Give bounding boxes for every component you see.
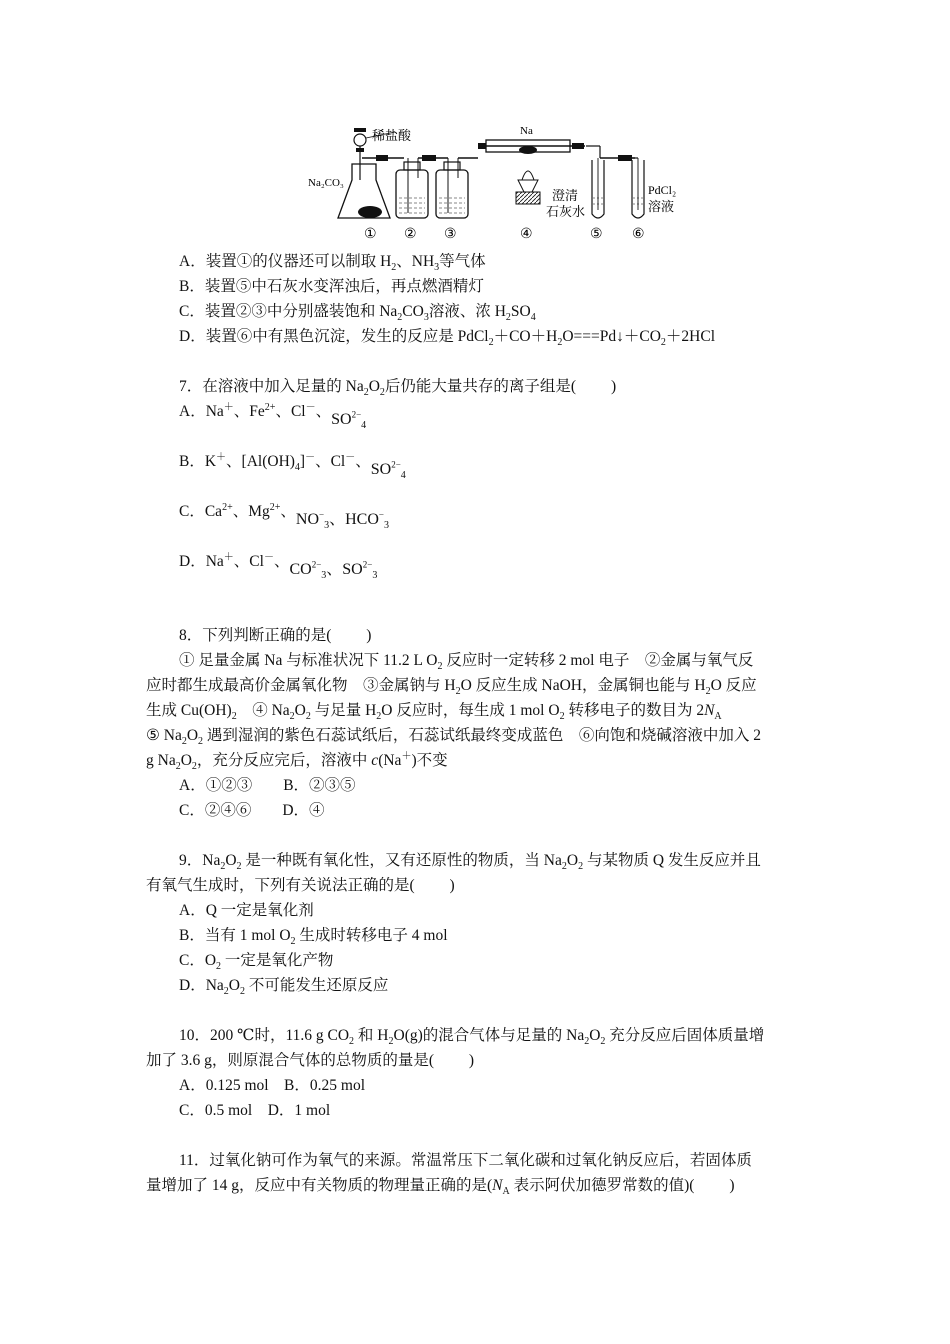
q8-stem: 8．下列判断正确的是( ) (179, 627, 372, 644)
q7-option-b: B．K＋、$[Al(OH)_4]^-$、Cl－、$SO^{2-}_4$ (179, 451, 406, 482)
q6-option-d: D．装置⑥中有黑色沉淀，发生的反应是 $PdCl_2+CO+H_2O===Pd↓+CO_2+2HCl$ (179, 328, 715, 349)
num-6: ⑥ (632, 227, 645, 242)
q6-option-a: A．装置①的仪器还可以制取 $H_2$、$NH_3$等气体 (179, 253, 486, 274)
q9-option-a: A．Q 一定是氧化剂 (179, 902, 314, 919)
q8-line-2: 应时都生成最高价金属氧化物 ③金属钠与 $H_2O$ 反应生成 NaOH，金属铜也能与 $H_2O$ 反应 (146, 677, 757, 698)
q8-options-cd: C．②④⑥ D．④ (179, 802, 325, 819)
num-1: ① (364, 227, 377, 242)
q9-option-d: D．$Na_2O_2$ 不可能发生还原反应 (179, 977, 389, 998)
bottle-2 (396, 158, 428, 218)
label-acid: 稀盐酸 (372, 128, 412, 143)
label-limewater-2: 石灰水 (546, 204, 586, 219)
num-5: ⑤ (590, 227, 603, 242)
num-4: ④ (520, 227, 533, 242)
q7-stem: 7．在溶液中加入足量的 $Na_2O_2$后仍能大量共存的离子组是( ) (179, 378, 617, 399)
q9-line-1: 9．$Na_2O_2$ 是一种既有氧化性，又有还原性的物质，当 $Na_2O_2$ 与某物质 Q 发生反应并且 (179, 852, 761, 873)
q8-line-3: 生成 $Cu(OH)_2$ ④ $Na_2O_2$ 与足量 $H_2O$ 反应时，每生成 1 mol $O_2$ 转移电子的数目为 $2N_A$ (146, 702, 722, 723)
q7-option-a: A．Na＋、$Fe^{2+}$、Cl－、$SO^{2-}_4$ (179, 401, 367, 432)
q8-line-4: ⑤ $Na_2O_2$ 遇到湿润的紫色石蕊试纸后，石蕊试纸最终变成蓝色 ⑥向饱和烧碱溶液中加入 2 (146, 727, 762, 748)
q6-option-b: B．装置⑤中石灰水变浑浊后，再点燃酒精灯 (179, 278, 484, 295)
q7-option-d: D．Na＋、Cl－、$CO^{2-}_3$、$SO^{2-}_3$ (179, 551, 378, 582)
test-tube-5 (586, 146, 604, 218)
q7-option-c: C．$Ca^{2+}$、$Mg^{2+}$、$NO^-_3$、$HCO^-_3$ (179, 501, 389, 532)
bottle-3 (436, 158, 468, 218)
q11-line-1: 11．过氧化钠可作为氧气的来源。常温常压下二氧化碳和过氧化钠反应后，若固体质 (179, 1152, 752, 1169)
q10-line-1: 10．200 ℃时，11.6 g $CO_2$ 和 $H_2O(g)$的混合气体与足量的 $Na_2O_2$ 充分反应后固体质量增 (179, 1027, 765, 1048)
test-tube-6 (632, 158, 644, 218)
label-pdcl2-2: 溶液 (648, 199, 675, 214)
q9-line-2: 有氧气生成时，下列有关说法正确的是( ) (146, 877, 455, 894)
label-na2co3: Na₂CO₃ (308, 177, 344, 189)
q9-option-c: C．$O_2$ 一定是氧化产物 (179, 952, 334, 973)
q8-line-1: ① 足量金属 Na 与标准状况下 11.2 L $O_2$ 反应时一定转移 2 mol 电子 ②金属与氧气反 (179, 652, 754, 673)
num-3: ③ (444, 227, 457, 242)
label-pdcl2-1: PdCl₂ (648, 183, 677, 197)
q6-option-c: C．装置②③中分别盛装饱和 $Na_2CO_3$溶液、浓 $H_2SO_4$ (179, 303, 536, 324)
label-limewater-1: 澄清 (552, 188, 579, 203)
q8-options-ab: A．①②③ B．②③⑤ (179, 777, 356, 794)
q10-line-2: 加了 3.6 g，则原混合气体的总物质的量是( ) (146, 1052, 475, 1069)
label-na: Na (520, 125, 533, 137)
num-2: ② (404, 227, 417, 242)
q10-options-ab: A．0.125 mol B．0.25 mol (179, 1077, 366, 1094)
q9-option-b: B．当有 1 mol $O_2$ 生成时转移电子 4 mol (179, 927, 448, 948)
q11-line-2: 量增加了 14 g，反应中有关物质的物理量正确的是($N_A$ 表示阿伏加德罗常数的值)( ) (146, 1177, 735, 1198)
q10-options-cd: C．0.5 mol D．1 mol (179, 1102, 331, 1119)
q8-line-5: g $Na_2O_2$，充分反应完后，溶液中 c(Na＋)不变 (146, 750, 448, 773)
apparatus-diagram (300, 118, 700, 248)
